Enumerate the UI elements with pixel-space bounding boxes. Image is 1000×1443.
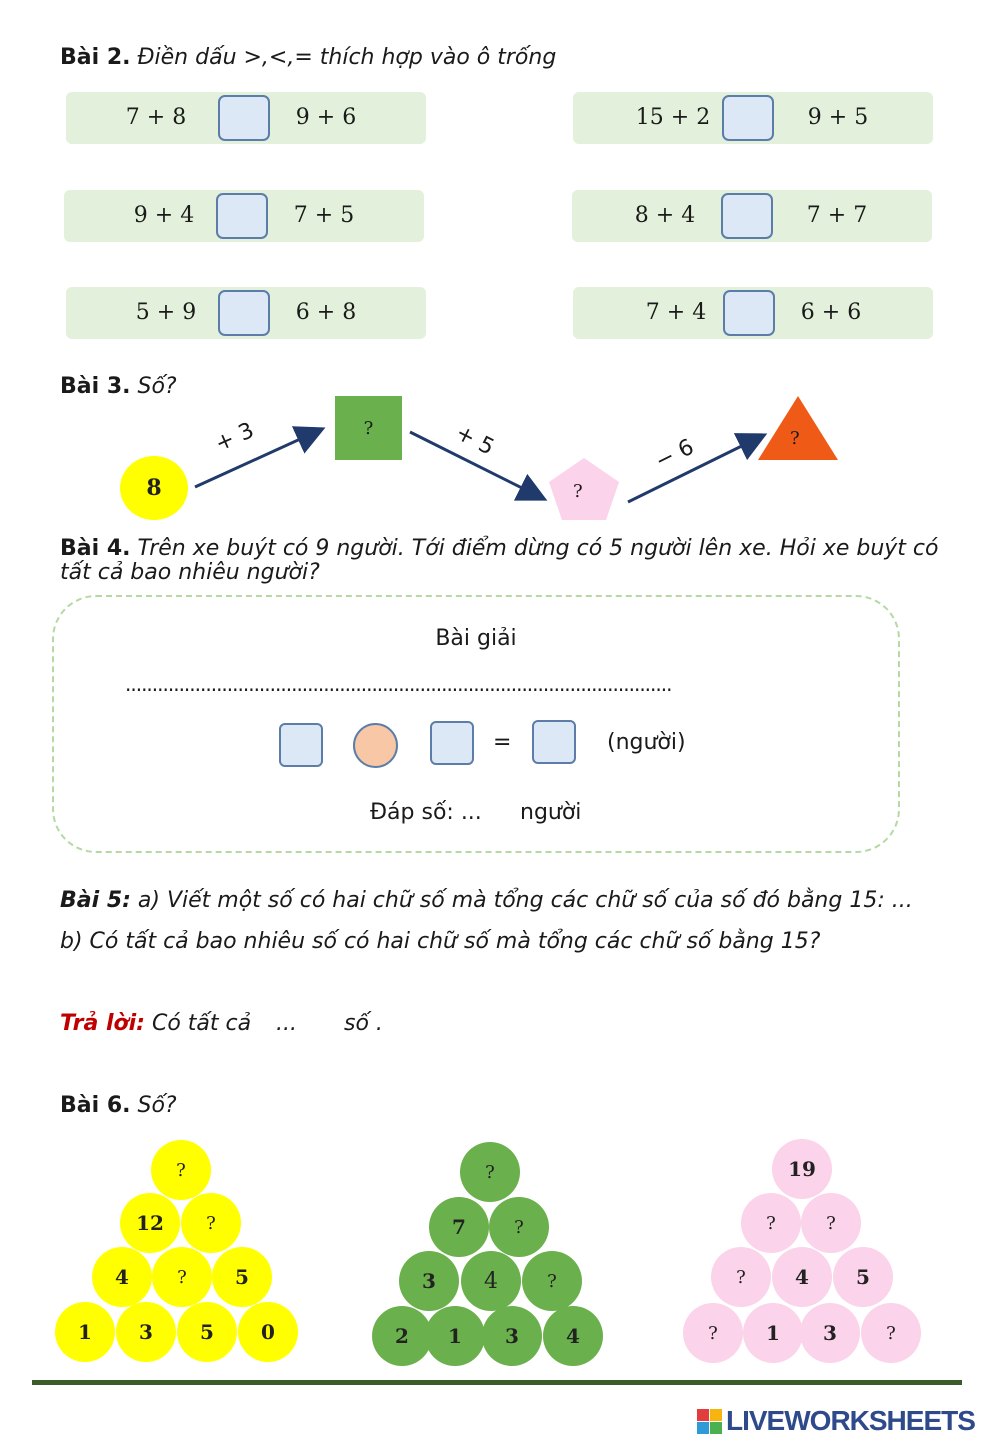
- pentagon-shape[interactable]: [549, 458, 619, 520]
- bai4-heading: [60, 537, 940, 585]
- compare-left: 15 + 2: [635, 105, 711, 130]
- bai2-title: Bài 2.: [60, 45, 131, 70]
- op3-label: − 6: [651, 434, 698, 475]
- operator-circle[interactable]: [353, 723, 398, 768]
- bai5-answer-unit: số .: [344, 1011, 383, 1036]
- pentagon-label: ?: [573, 481, 583, 502]
- pyramid-cell[interactable]: ?: [489, 1197, 549, 1257]
- compare-row-3: [64, 190, 424, 242]
- pyramid-cell: 3: [116, 1302, 176, 1362]
- bai5-line-a: [60, 888, 913, 913]
- compare-left: 9 + 4: [133, 203, 195, 228]
- compare-left: 8 + 4: [634, 203, 696, 228]
- compare-row-4: [572, 190, 932, 242]
- compare-right: 6 + 6: [800, 300, 862, 325]
- compare-row-6: [573, 287, 933, 339]
- compare-row-1: [66, 92, 426, 144]
- compare-row-2: [573, 92, 933, 144]
- pyramid-cell[interactable]: ?: [741, 1193, 801, 1253]
- pyramid-cell: 5: [212, 1247, 272, 1307]
- answer-label: Đáp số: ...: [370, 800, 482, 825]
- pyramid-cell[interactable]: ?: [801, 1193, 861, 1253]
- bai2-heading: [60, 45, 556, 70]
- dotted-line: ......................................................................................................: [125, 672, 672, 696]
- compare-right: 6 + 8: [295, 300, 357, 325]
- op1-label: + 3: [211, 418, 258, 457]
- bai4-text-line1: Trên xe buýt có 9 người. Tới điểm dừng có 5 người lên xe. Hỏi xe buýt có: [137, 536, 939, 561]
- bai6-heading: [60, 1093, 177, 1118]
- compare-right: 7 + 7: [806, 203, 868, 228]
- pyramid-cell: 4: [543, 1306, 603, 1366]
- liveworksheets-logo-icon: [697, 1409, 723, 1435]
- pyramid-cell: 1: [425, 1306, 485, 1366]
- bai3-title: Bài 3.: [60, 374, 131, 399]
- pyramid-cell[interactable]: ?: [181, 1193, 241, 1253]
- compare-row-5: [66, 287, 426, 339]
- pyramid-cell: 1: [743, 1303, 803, 1363]
- bai6-title: Bài 6.: [60, 1093, 131, 1118]
- compare-left: 7 + 8: [125, 105, 187, 130]
- square-box[interactable]: ?: [335, 396, 402, 460]
- equals-sign: =: [493, 730, 512, 755]
- bai2-instruction: Điền dấu >,<,= thích hợp vào ô trống: [137, 45, 557, 70]
- pyramid-cell: 7: [429, 1197, 489, 1257]
- bai4-text-line2: tất cả bao nhiêu người?: [60, 560, 320, 585]
- bai4-title: Bài 4.: [60, 536, 131, 561]
- unit-label: (người): [607, 730, 686, 755]
- bai5-answer-blank[interactable]: ...: [276, 1011, 297, 1036]
- pyramid-cell: 3: [482, 1306, 542, 1366]
- pyramid-cell: 4: [92, 1247, 152, 1307]
- pyramid-cell[interactable]: ?: [861, 1303, 921, 1363]
- compare-right: 9 + 5: [807, 105, 869, 130]
- compare-left: 5 + 9: [135, 300, 197, 325]
- pyramid-cell: 4: [461, 1251, 521, 1311]
- bai6-instruction: Số?: [137, 1093, 177, 1118]
- arrow-3: [628, 436, 762, 502]
- pyramid-cell[interactable]: ?: [151, 1140, 211, 1200]
- bai5-answer-label: Trả lời:: [60, 1011, 145, 1036]
- number-box-2[interactable]: [430, 721, 474, 765]
- op2-label: + 5: [451, 420, 498, 461]
- pyramid-cell[interactable]: ?: [522, 1251, 582, 1311]
- pyramid-cell: 3: [800, 1303, 860, 1363]
- start-circle: 8: [120, 456, 188, 520]
- pyramid-cell: 4: [772, 1247, 832, 1307]
- pyramid-cell: 3: [399, 1251, 459, 1311]
- bai3-instruction: Số?: [137, 374, 177, 399]
- bai5-answer-text: Có tất cả: [151, 1011, 252, 1036]
- pyramid-cell: 1: [55, 1302, 115, 1362]
- pyramid-cell: 5: [177, 1302, 237, 1362]
- pyramid-cell[interactable]: ?: [152, 1247, 212, 1307]
- pyramid-cell: 0: [238, 1302, 298, 1362]
- solution-title: Bài giải: [435, 626, 517, 651]
- pyramid-cell: 12: [120, 1193, 180, 1253]
- bai5-title: Bài 5:: [60, 888, 131, 913]
- bai5-part-b: b) Có tất cả bao nhiêu số có hai chữ số mà tổng các chữ số bằng 15?: [60, 929, 821, 954]
- pyramid-cell[interactable]: ?: [711, 1247, 771, 1307]
- liveworksheets-brand[interactable]: LIVEWORKSHEETS: [726, 1405, 975, 1436]
- result-box[interactable]: [532, 720, 576, 764]
- compare-left: 7 + 4: [645, 300, 707, 325]
- number-box-1[interactable]: [279, 723, 323, 767]
- pyramid-cell[interactable]: ?: [460, 1142, 520, 1202]
- pyramid-cell: 2: [372, 1306, 432, 1366]
- pyramid-cell: 19: [772, 1139, 832, 1199]
- bai5-part-a: a) Viết một số có hai chữ số mà tổng các chữ số của số đó bằng 15: ...: [137, 888, 913, 913]
- triangle-label: ?: [790, 428, 800, 449]
- compare-right: 7 + 5: [293, 203, 355, 228]
- pyramid-cell[interactable]: ?: [683, 1303, 743, 1363]
- answer-unit: người: [520, 800, 582, 825]
- pyramid-cell: 5: [833, 1247, 893, 1307]
- compare-right: 9 + 6: [295, 105, 357, 130]
- footer-divider: [32, 1380, 962, 1385]
- bai5-answer-line: [60, 1011, 251, 1036]
